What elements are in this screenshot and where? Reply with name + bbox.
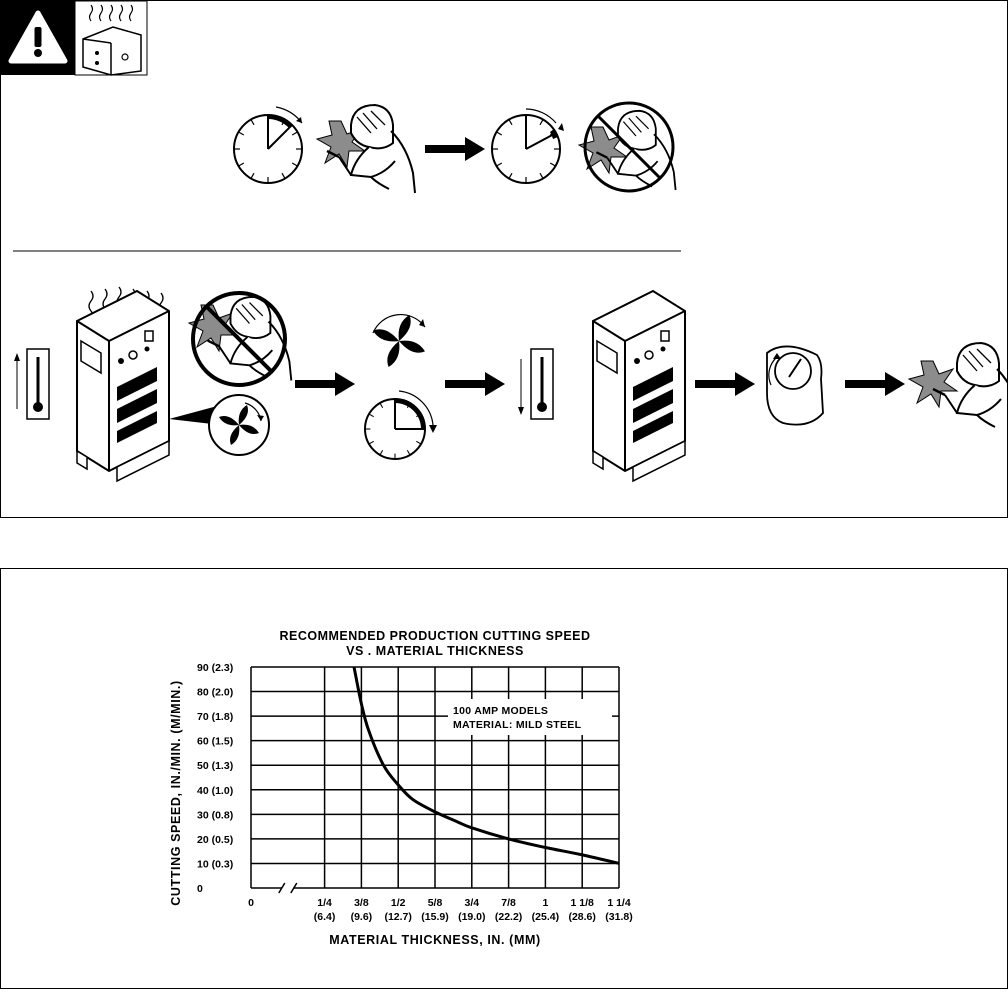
x-tick-sublabel: (9.6) bbox=[351, 911, 373, 923]
y-tick-label: 60 (1.5) bbox=[197, 736, 233, 748]
y-tick-label: 80 (2.0) bbox=[197, 687, 233, 699]
control-knob-icon bbox=[767, 346, 823, 424]
fan-icon bbox=[209, 395, 269, 455]
power-supply-icon bbox=[77, 291, 169, 481]
y-tick-label: 40 (1.0) bbox=[197, 785, 233, 797]
y-tick-label: 30 (0.8) bbox=[197, 809, 233, 821]
arrow-right-icon bbox=[445, 372, 505, 396]
x-tick-label: 3/8 bbox=[354, 897, 369, 909]
hot-machine-icon bbox=[75, 1, 147, 75]
thermometer-icon bbox=[518, 349, 553, 419]
x-tick-label: 1/4 bbox=[317, 897, 332, 909]
y-tick-label: 50 (1.3) bbox=[197, 760, 233, 772]
x-tick-sublabel: (31.8) bbox=[605, 911, 632, 923]
welder-icon bbox=[317, 105, 415, 193]
x-tick-label: 1 1/8 bbox=[571, 897, 595, 909]
annotation-models: 100 AMP MODELS bbox=[453, 705, 548, 717]
y-tick-label: 70 (1.8) bbox=[197, 711, 233, 723]
x-tick-label: 7/8 bbox=[501, 897, 516, 909]
y-axis-label: CUTTING SPEED, IN./MIN. (M/MIN.) bbox=[169, 680, 183, 905]
x-tick-label: 3/4 bbox=[464, 897, 479, 909]
y-tick-label: 90 (2.3) bbox=[197, 662, 233, 674]
x-tick-sublabel: (6.4) bbox=[314, 911, 336, 923]
x-tick-label: 1/2 bbox=[391, 897, 406, 909]
power-supply-icon bbox=[593, 291, 685, 481]
cutting-speed-chart-panel bbox=[0, 568, 1008, 989]
duty-cycle-illustration bbox=[1, 1, 1008, 519]
x-tick-sublabel: (15.9) bbox=[421, 911, 448, 923]
welder-icon bbox=[909, 343, 1008, 431]
x-tick-sublabel: (12.7) bbox=[384, 911, 411, 923]
x-axis-label: MATERIAL THICKNESS, IN. (MM) bbox=[329, 933, 540, 947]
x-tick-sublabel: (19.0) bbox=[458, 911, 485, 923]
x-tick-label: 0 bbox=[248, 897, 254, 909]
thermometer-icon bbox=[14, 349, 49, 419]
timer-icon bbox=[234, 107, 302, 183]
no-welding-icon bbox=[579, 103, 676, 191]
x-tick-sublabel: (28.6) bbox=[568, 911, 595, 923]
warning-triangle-icon bbox=[1, 1, 75, 75]
arrow-right-icon bbox=[295, 372, 355, 396]
timer-icon bbox=[365, 391, 437, 459]
x-tick-label: 5/8 bbox=[428, 897, 443, 909]
x-tick-sublabel: (22.2) bbox=[495, 911, 522, 923]
x-tick-sublabel: (25.4) bbox=[532, 911, 559, 923]
y-tick-label: 0 bbox=[197, 883, 203, 895]
x-tick-label: 1 1/4 bbox=[607, 897, 631, 909]
timer-icon bbox=[492, 109, 564, 183]
y-tick-label: 10 (0.3) bbox=[197, 858, 233, 870]
y-tick-label: 20 (0.5) bbox=[197, 834, 233, 846]
no-welding-icon bbox=[189, 293, 291, 385]
cutting-speed-chart bbox=[1, 569, 1008, 990]
x-tick-label: 1 bbox=[542, 897, 548, 909]
chart-subtitle: VS . MATERIAL THICKNESS bbox=[346, 644, 524, 658]
arrow-right-icon bbox=[695, 372, 755, 396]
annotation-material: MATERIAL: MILD STEEL bbox=[453, 719, 582, 731]
fan-icon bbox=[373, 315, 425, 367]
arrow-right-icon bbox=[845, 372, 905, 396]
arrow-right-icon bbox=[425, 137, 485, 161]
chart-title: RECOMMENDED PRODUCTION CUTTING SPEED bbox=[279, 629, 590, 643]
